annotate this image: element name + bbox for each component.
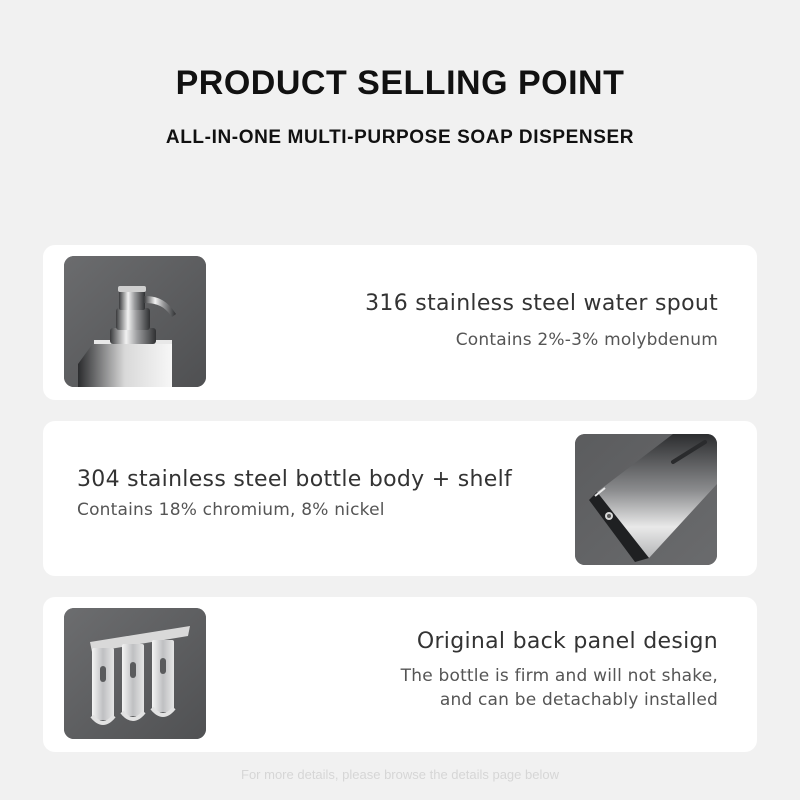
feature-description-line: The bottle is firm and will not shake, (400, 666, 718, 686)
page-subtitle: ALL-IN-ONE MULTI-PURPOSE SOAP DISPENSER (165, 127, 635, 148)
feature-text (401, 629, 718, 712)
footer-note: For more details, please browse the details page below (241, 767, 559, 782)
feature-description-line: and can be detachably installed (439, 690, 718, 710)
feature-card-bottle (43, 421, 757, 576)
feature-text (365, 291, 718, 352)
feature-title: 316 stainless steel water spout (365, 291, 718, 316)
feature-text (77, 467, 512, 522)
page-title: PRODUCT SELLING POINT (175, 64, 625, 102)
feature-card-back-panel (43, 597, 757, 752)
back-panel-photo (64, 608, 206, 739)
feature-title: 304 stainless steel bottle body + shelf (77, 467, 513, 492)
pump-spout-photo (64, 256, 206, 387)
feature-title: Original back panel design (416, 629, 718, 654)
feature-description: Contains 18% chromium, 8% nickel (77, 500, 385, 520)
feature-description: Contains 2%-3% molybdenum (455, 330, 718, 350)
bottle-body-photo (575, 434, 717, 565)
feature-card-spout (43, 245, 757, 400)
feature-description (401, 664, 718, 712)
